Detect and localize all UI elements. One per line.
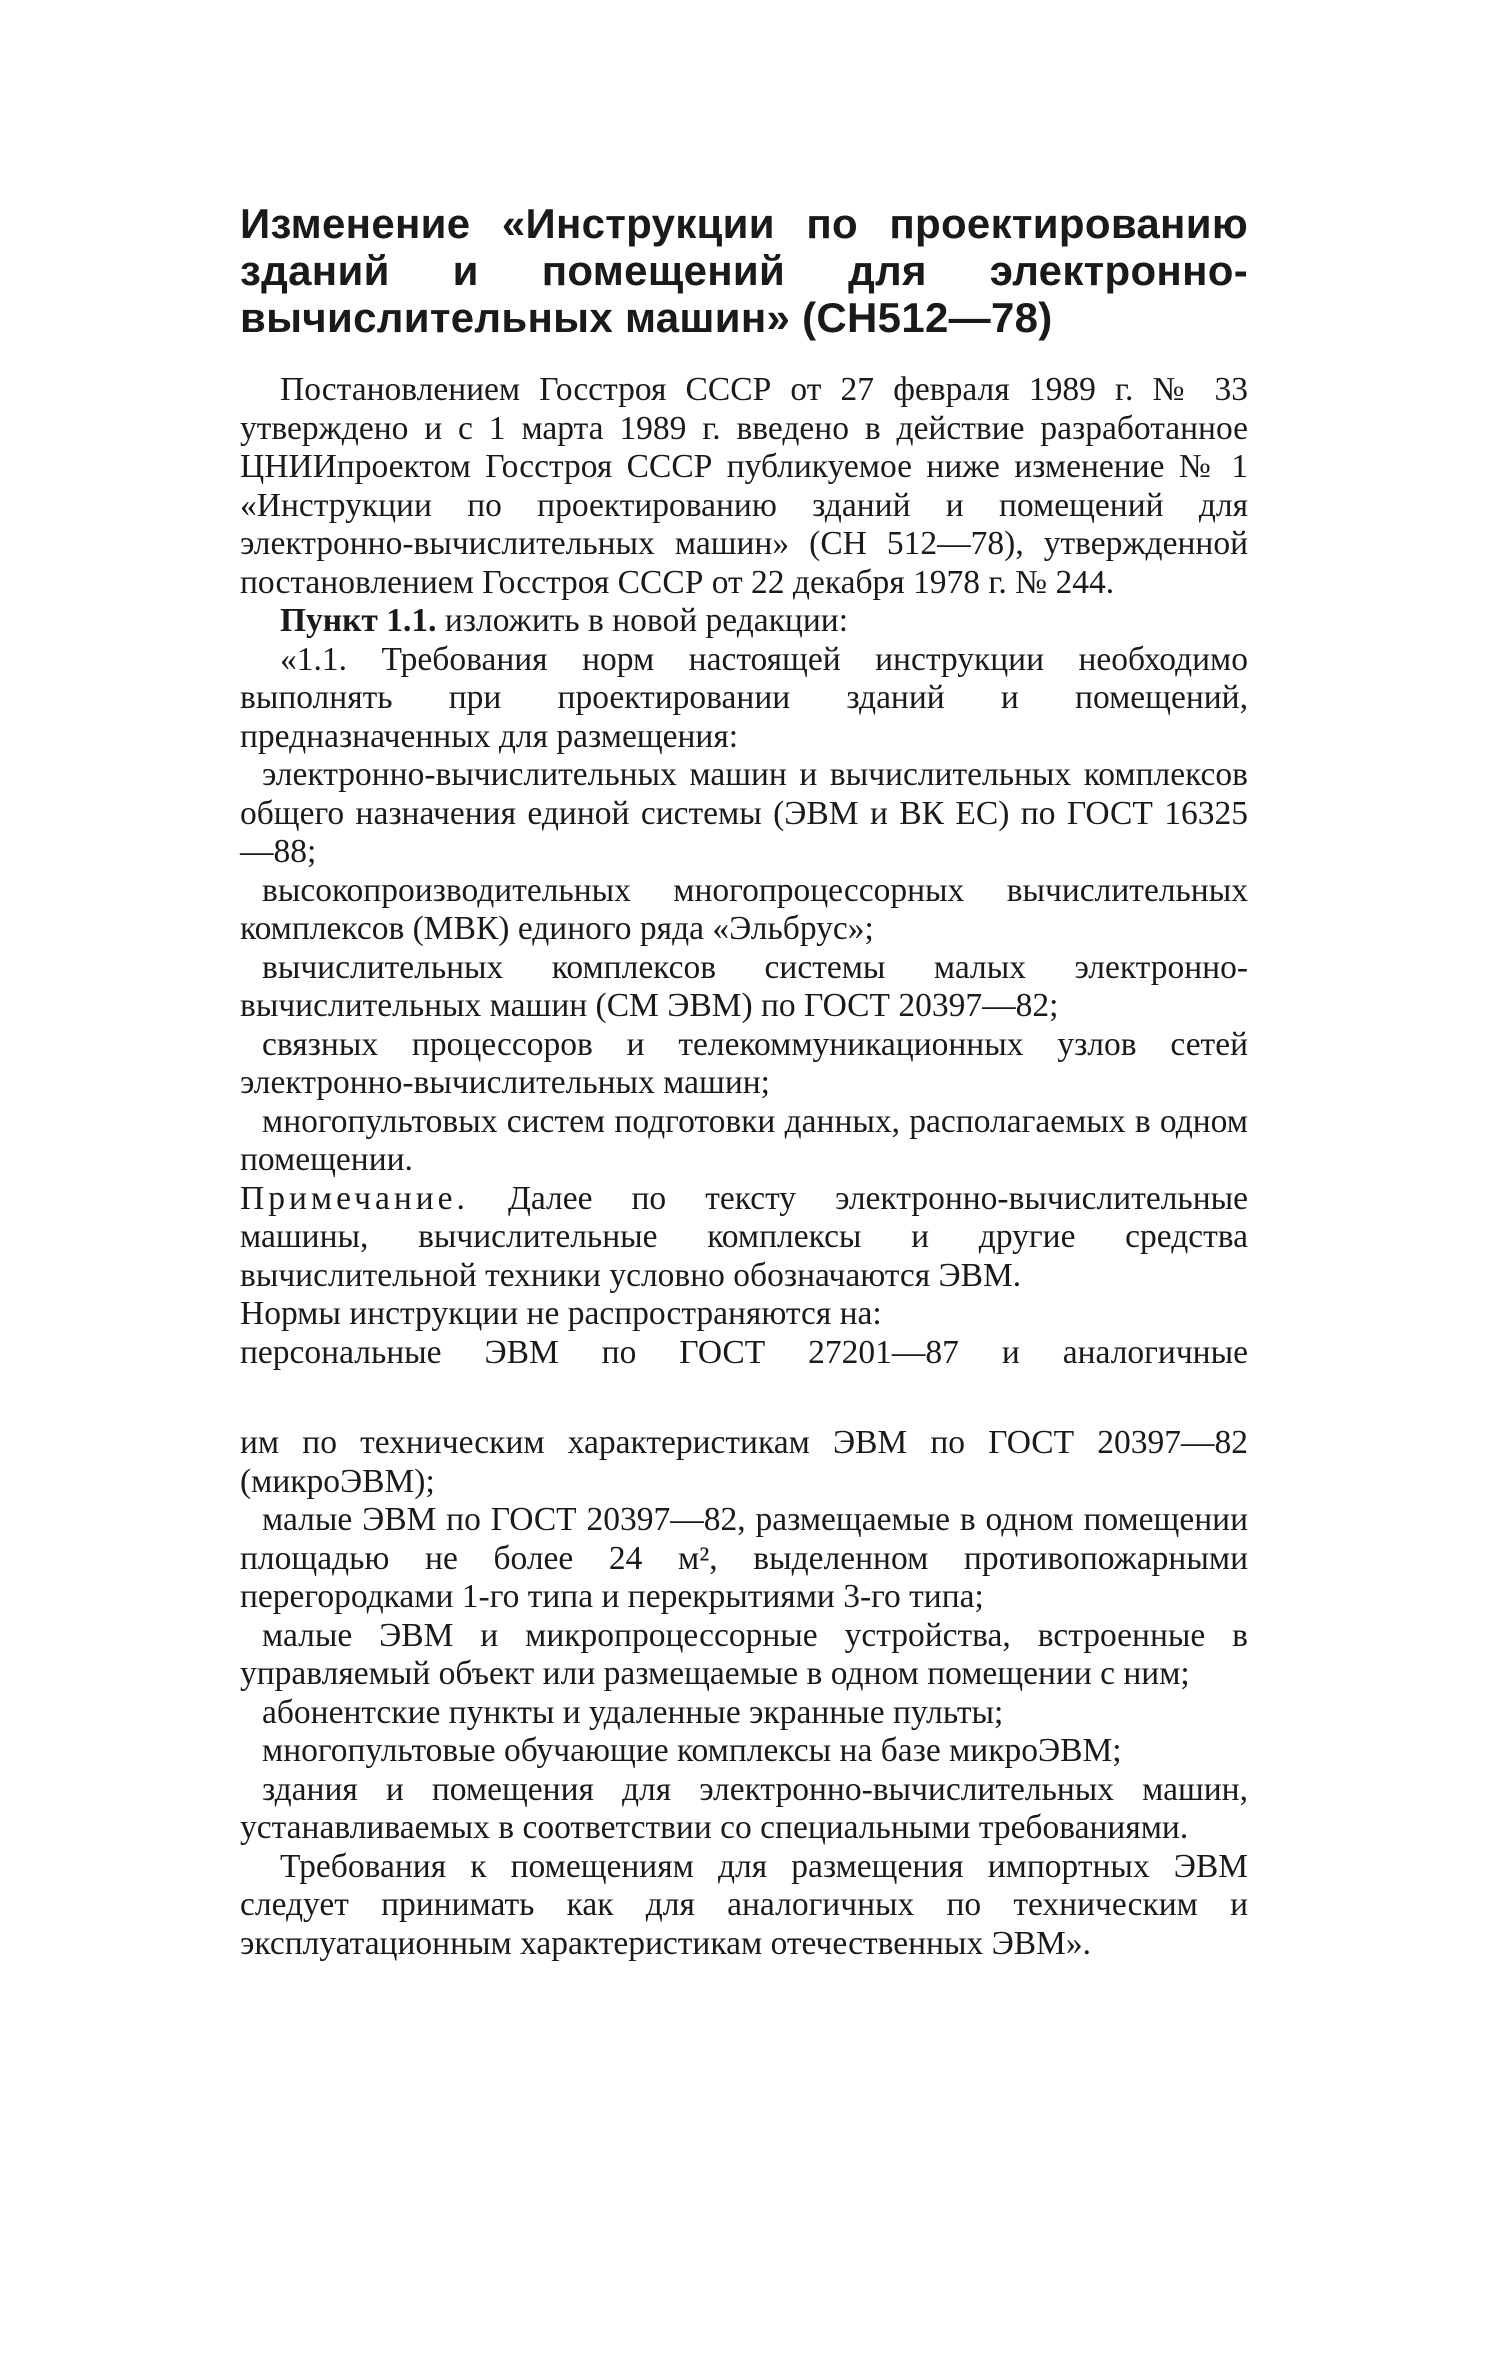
closing-paragraph: Требования к помещениям для размещения импортных ЭВМ следует принимать как для аналогичных по техническим и эксплуатационным характеристикам отечественных ЭВМ». [240,1847,1248,1962]
point-lead: Пункт 1.1. [280,602,437,639]
clause-intro: «1.1. Требования норм настоящей инструкции необходимо выполнять при проектировании зданий и помещений, предназначенных для размещения: [240,640,1248,755]
document-title: Изменение «Инструкции по проектированию зданий и помещений для электронно-вычислительных машин» (СН512—78) [240,200,1248,341]
excluded-first-continued: им по техническим характеристикам ЭВМ по ГОСТ 20397—82 (микроЭВМ); [240,1424,1248,1500]
excluded-first-line: персональные ЭВМ по ГОСТ 27201—87 и аналогичные [240,1333,1248,1371]
list-item: электронно-вычислительных машин и вычислительных комплексов общего назначения единой системы (ЭВМ и ВК ЕС) по ГОСТ 16325—88; [240,756,1248,870]
list-item: многопультовые обучающие комплексы на базе микроЭВМ; [262,1732,1122,1769]
document-page [240,200,1248,1963]
note-label: Примечание. [240,1179,469,1217]
list-item: малые ЭВМ по ГОСТ 20397—82, размещаемые в одном помещении площадью не более 24 м², выделенном противопожарными перегородками 1-го типа и перекрытиями 3-го типа; [240,1501,1248,1615]
list-item: многопультовых систем подготовки данных, располагаемых в одном помещении. [240,1102,1248,1178]
point-rest: изложить в новой редакции: [436,602,849,639]
page-break-gap [240,1372,1248,1424]
list-item: здания и помещения для электронно-вычислительных машин, устанавливаемых в соответствии со специальными требованиями. [240,1770,1248,1846]
exclusions-intro: Нормы инструкции не распространяются на: [240,1295,882,1332]
intro-paragraph: Постановлением Госстроя СССР от 27 февраля 1989 г. № 33 утверждено и с 1 марта 1989 г. введено в действие разработанное ЦНИИпроектом Госстроя СССР публикуемое ниже изменение № 1 «Инструкции по проектированию зданий и помещений для электронно-вычислительных машин» (СН 512—78), утвержденной постановлением Госстроя СССР от 22 декабря 1978 г. № 244. [240,371,1248,601]
list-item: связных процессоров и телекоммуникационных узлов сетей электронно-вычислительных машин; [240,1025,1248,1101]
note-text: Далее по тексту электронно-вычислительные машины, вычислительные комплексы и другие средства вычислительной техники условно обозначаются ЭВМ. [240,1179,1248,1294]
list-item: абонентские пункты и удаленные экранные пульты; [262,1693,1004,1731]
point-heading [240,602,1248,641]
list-item: высокопроизводительных многопроцессорных вычислительных комплексов (МВК) единого ряда «Эльбрус»; [240,871,1248,947]
note-paragraph [240,1180,1248,1296]
list-item: вычислительных комплексов системы малых электронно-вычислительных машин (СМ ЭВМ) по ГОСТ 20397—82; [240,948,1248,1024]
list-item: малые ЭВМ и микропроцессорные устройства, встроенные в управляемый объект или размещаемые в одном помещении с ним; [240,1616,1248,1692]
